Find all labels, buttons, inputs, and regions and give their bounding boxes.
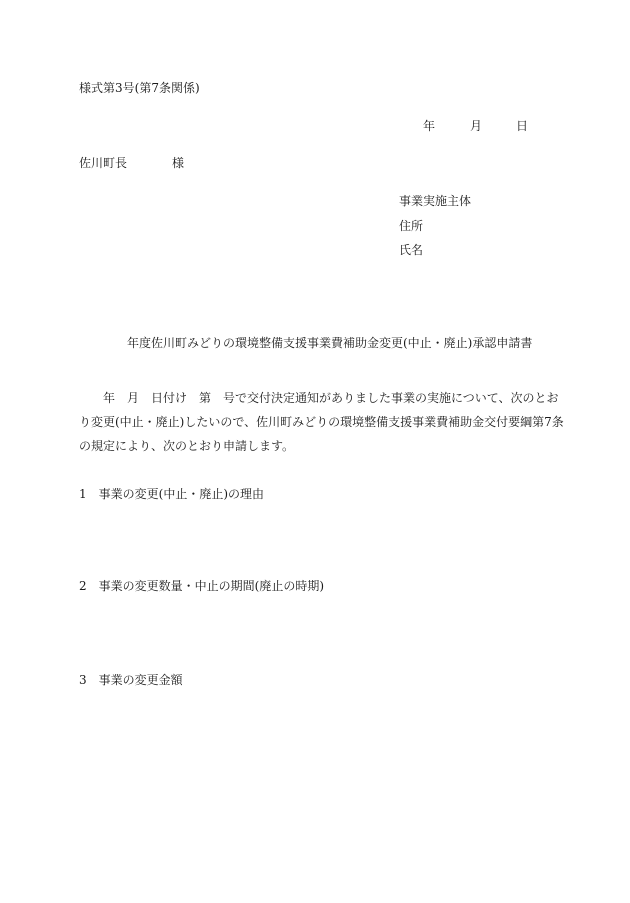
applicant-org-label: 事業実施主体 bbox=[399, 194, 472, 208]
applicant-address-label: 住所 bbox=[399, 219, 424, 233]
addressee-name: 佐川町長 bbox=[79, 156, 128, 170]
section-change-reason: 1 事業の変更(中止・廃止)の理由 bbox=[79, 487, 264, 501]
date-day-label: 日 bbox=[516, 119, 529, 133]
applicant-name-label: 氏名 bbox=[399, 243, 424, 257]
document-title: 年度佐川町みどりの環境整備支援事業費補助金変更(中止・廃止)承認申請書 bbox=[127, 336, 533, 350]
date-month-label: 月 bbox=[470, 119, 483, 133]
form-reference: 様式第3号(第7条関係) bbox=[79, 81, 200, 95]
body-line: 年 月 日付け 第 号で交付決定通知がありました事業の実施について、次のとお bbox=[79, 391, 559, 405]
section-change-amount: 3 事業の変更金額 bbox=[79, 673, 183, 687]
addressee-honorific: 様 bbox=[172, 156, 185, 170]
body-line: り変更(中止・廃止)したいので、佐川町みどりの環境整備支援事業費補助金交付要綱第7条 bbox=[79, 415, 564, 429]
application-body bbox=[79, 386, 564, 458]
date-year-label: 年 bbox=[423, 119, 436, 133]
body-line: の規定により、次のとおり申請します。 bbox=[79, 439, 295, 453]
section-change-quantity: 2 事業の変更数量・中止の期間(廃止の時期) bbox=[79, 579, 324, 593]
